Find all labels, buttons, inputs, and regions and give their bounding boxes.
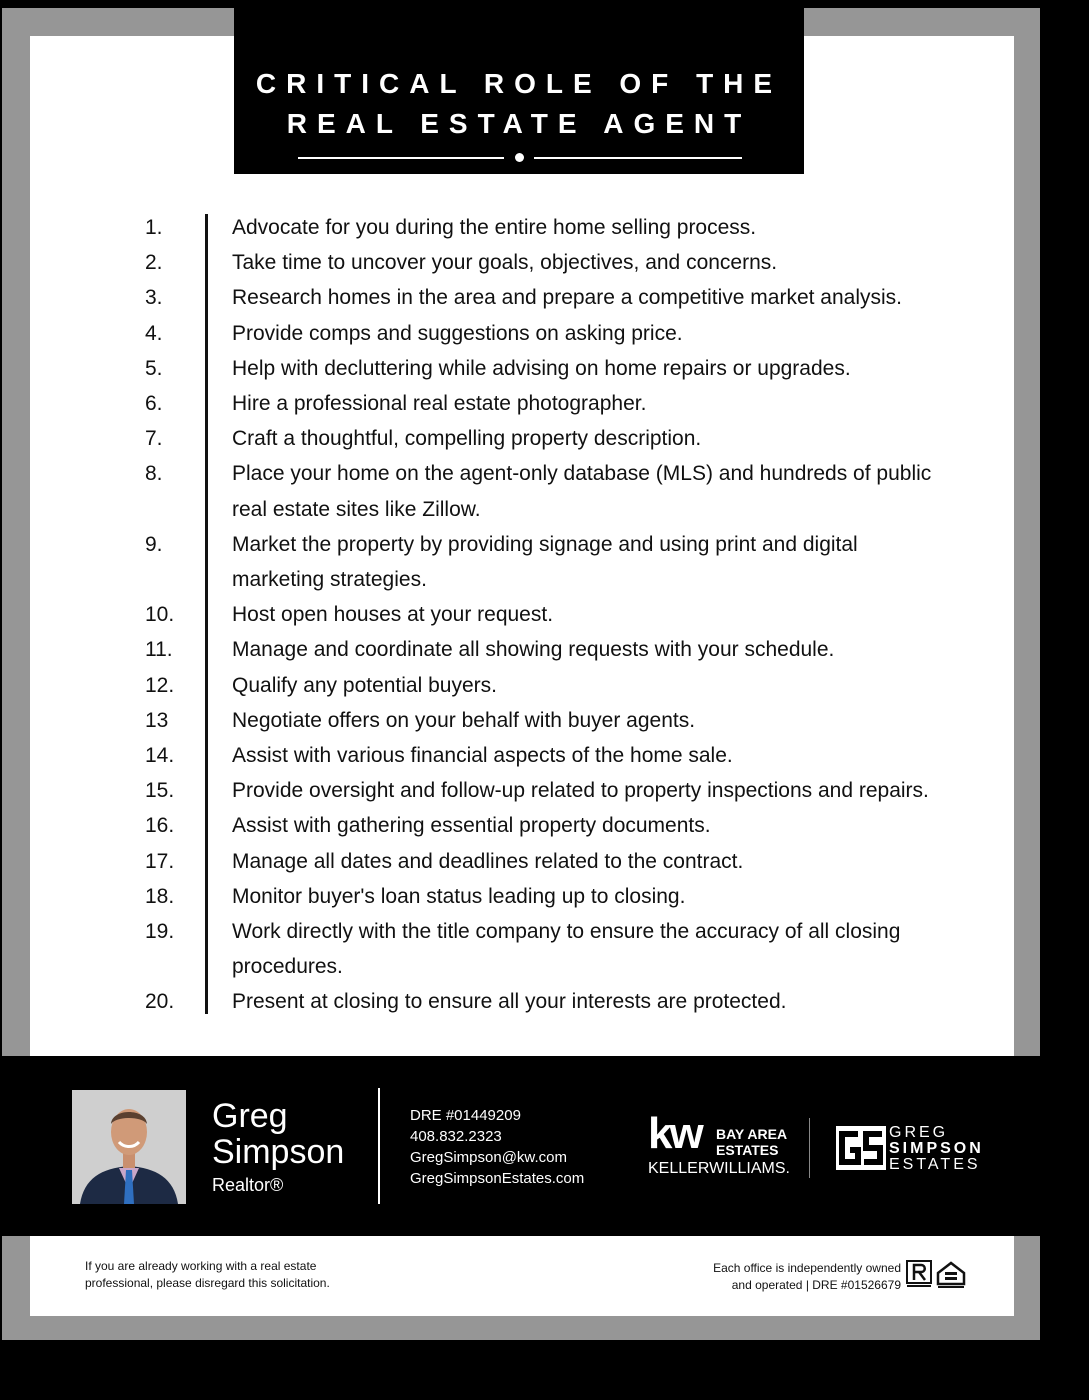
list-item-text: Research homes in the area and prepare a competitive market analysis. [232,286,903,310]
list-item-number: 2. [145,251,163,275]
list-item-number: 16. [145,814,175,838]
solicitation-disclaimer [85,1258,330,1292]
list-item-text: Place your home on the agent-only database (MLS) and hundreds of public [232,462,932,486]
title-ornament-dot [515,153,524,162]
office-line-2: and operated | DRE #01526679 [731,1278,901,1292]
list-item-text: Hire a professional real estate photographer. [232,392,647,415]
list-item-text: Qualify any potential buyers. [232,673,497,697]
team-logo-line-3: ESTATES [889,1156,981,1173]
list-item-number: 19. [145,920,175,943]
title-rule-right [534,157,742,159]
agent-email[interactable]: GregSimpson@kw.com [410,1149,567,1166]
list-item-text: Manage and coordinate all showing requests with your schedule. [232,638,835,662]
list-item-number: 3. [145,286,163,310]
team-logo-line-2: SIMPSON [889,1140,984,1157]
list-item-text: Provide comps and suggestions on asking price. [232,321,683,345]
list-item-text: Craft a thoughtful, compelling property description. [232,427,702,451]
list-item-number: 1. [145,216,163,239]
kw-logo-mark: kw [648,1109,701,1158]
contact-divider [378,1088,380,1204]
disclaimer-line-2: professional, please disregard this solicitation. [85,1276,330,1290]
title-rule-left [298,157,504,159]
list-item-text: Market the property by providing signage and using print and digital [232,532,858,556]
kw-logo-line-1: BAY AREA [716,1126,788,1142]
list-item-text: Help with decluttering while advising on home repairs or upgrades. [232,356,851,380]
agent-photo [72,1090,186,1204]
list-item-number: 18. [145,884,175,908]
list-item-text: Assist with gathering essential property documents. [232,814,711,838]
list-item-number: 8. [145,462,163,486]
list-item-text: Advocate for you during the entire home selling process. [232,216,757,239]
kw-logo-subtitle [716,1126,787,1158]
kw-logo-line-2: ESTATES [716,1142,779,1158]
title-banner [234,8,804,174]
list-item-number: 5. [145,356,163,380]
agent-portrait-icon [72,1090,186,1204]
list-item-text: Provide oversight and follow-up related to property inspections and repairs. [232,779,929,803]
gs-monogram-icon [836,1126,886,1170]
agent-dre: DRE #01449209 [410,1107,521,1124]
list-item-text: Work directly with the title company to ensure the accuracy of all closing [232,920,901,943]
list-item-text: Assist with various financial aspects of the home sale. [232,744,733,767]
title-line-1: CRITICAL ROLE OF THE [255,68,783,99]
list-item-number: 15. [145,779,175,803]
list-item-number: 10. [145,603,175,627]
list-item-number: 20. [145,990,175,1014]
list-item-number: 4. [145,321,163,345]
list-item-number: 7. [145,427,163,451]
list-item-text: Monitor buyer's loan status leading up to closing. [232,884,686,908]
agent-last-name: Simpson [212,1133,345,1171]
list-item-number: 12. [145,673,175,697]
list-item-number: 9. [145,532,163,556]
disclaimer-line-1: If you are already working with a real estate [85,1259,317,1273]
list-item-text: Host open houses at your request. [232,603,554,627]
team-logo-line-1: GREG [889,1124,949,1141]
equal-housing-icon [936,1260,966,1290]
list-item-text: Negotiate offers on your behalf with buyer agents. [232,708,696,732]
list-item-number: 13 [145,708,169,732]
list-item-number: 11. [145,638,173,662]
list-item-text: marketing strategies. [232,567,427,591]
list-item-text: Present at closing to ensure all your interests are protected. [232,990,787,1014]
agent-phone[interactable]: 408.832.2323 [410,1128,502,1145]
list-item-text: real estate sites like Zillow. [232,497,481,521]
list-item-number: 14. [145,744,175,767]
list-divider [205,214,208,1014]
logo-divider [809,1118,810,1178]
agent-title: Realtor® [212,1175,284,1195]
realtor-logo-icon [906,1260,932,1290]
list-item-number: 17. [145,849,175,873]
office-line-1: Each office is independently owned [713,1261,901,1275]
agent-website[interactable]: GregSimpsonEstates.com [410,1170,585,1187]
agent-first-name: Greg [212,1097,288,1135]
list-item-text: Take time to uncover your goals, objectives, and concerns. [232,251,778,275]
list-item-text: procedures. [232,955,343,979]
list-item-text: Manage all dates and deadlines related to the contract. [232,849,744,873]
list-item-number: 6. [145,392,163,415]
office-disclaimer [680,1260,901,1294]
title-line-2: REAL ESTATE AGENT [286,108,752,139]
kw-logo-name: KELLERWILLIAMS. [648,1160,790,1177]
